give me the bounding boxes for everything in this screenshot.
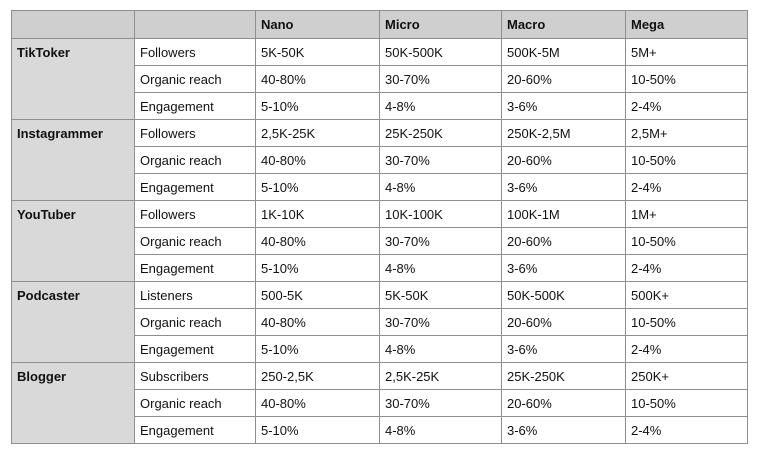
metric-cell: Organic reach	[135, 390, 256, 417]
table-row	[12, 282, 748, 309]
value-cell: 20-60%	[502, 309, 626, 336]
value-cell: 5-10%	[256, 93, 380, 120]
value-cell: 3-6%	[502, 93, 626, 120]
value-cell: 4-8%	[380, 93, 502, 120]
value-cell: 2-4%	[626, 255, 748, 282]
value-cell: 10-50%	[626, 66, 748, 93]
value-cell: 3-6%	[502, 336, 626, 363]
metric-cell: Listeners	[135, 282, 256, 309]
value-cell: 5-10%	[256, 174, 380, 201]
metric-cell: Subscribers	[135, 363, 256, 390]
value-cell: 250K-2,5M	[502, 120, 626, 147]
table-body	[12, 39, 748, 444]
value-cell: 250K+	[626, 363, 748, 390]
value-cell: 3-6%	[502, 255, 626, 282]
table-row	[12, 363, 748, 390]
value-cell: 5M+	[626, 39, 748, 66]
value-cell: 10K-100K	[380, 201, 502, 228]
metric-cell: Engagement	[135, 93, 256, 120]
value-cell: 25K-250K	[502, 363, 626, 390]
value-cell: 500K+	[626, 282, 748, 309]
value-cell: 50K-500K	[502, 282, 626, 309]
value-cell: 20-60%	[502, 66, 626, 93]
platform-cell: TikToker	[12, 39, 135, 120]
value-cell: 4-8%	[380, 417, 502, 444]
value-cell: 10-50%	[626, 147, 748, 174]
value-cell: 2-4%	[626, 417, 748, 444]
value-cell: 5K-50K	[256, 39, 380, 66]
value-cell: 1K-10K	[256, 201, 380, 228]
value-cell: 250-2,5K	[256, 363, 380, 390]
value-cell: 30-70%	[380, 66, 502, 93]
value-cell: 4-8%	[380, 255, 502, 282]
value-cell: 25K-250K	[380, 120, 502, 147]
header-row	[12, 11, 748, 39]
platform-cell: YouTuber	[12, 201, 135, 282]
value-cell: 40-80%	[256, 390, 380, 417]
platform-cell: Instagrammer	[12, 120, 135, 201]
value-cell: 100K-1M	[502, 201, 626, 228]
value-cell: 2-4%	[626, 93, 748, 120]
value-cell: 4-8%	[380, 336, 502, 363]
metric-cell: Engagement	[135, 417, 256, 444]
header-cell-macro: Macro	[502, 11, 626, 39]
value-cell: 40-80%	[256, 66, 380, 93]
header-cell-mega: Mega	[626, 11, 748, 39]
value-cell: 5-10%	[256, 255, 380, 282]
metric-cell: Organic reach	[135, 147, 256, 174]
value-cell: 10-50%	[626, 309, 748, 336]
value-cell: 2-4%	[626, 336, 748, 363]
value-cell: 4-8%	[380, 174, 502, 201]
value-cell: 2-4%	[626, 174, 748, 201]
metric-cell: Followers	[135, 201, 256, 228]
value-cell: 30-70%	[380, 309, 502, 336]
influencer-tiers-table-container	[11, 10, 748, 444]
metric-cell: Engagement	[135, 336, 256, 363]
value-cell: 20-60%	[502, 147, 626, 174]
header-cell-platform	[12, 11, 135, 39]
metric-cell: Organic reach	[135, 309, 256, 336]
value-cell: 40-80%	[256, 309, 380, 336]
metric-cell: Organic reach	[135, 228, 256, 255]
value-cell: 5-10%	[256, 336, 380, 363]
value-cell: 40-80%	[256, 147, 380, 174]
value-cell: 1M+	[626, 201, 748, 228]
value-cell: 50K-500K	[380, 39, 502, 66]
value-cell: 20-60%	[502, 390, 626, 417]
value-cell: 5K-50K	[380, 282, 502, 309]
header-cell-micro: Micro	[380, 11, 502, 39]
value-cell: 30-70%	[380, 147, 502, 174]
value-cell: 20-60%	[502, 228, 626, 255]
value-cell: 2,5K-25K	[256, 120, 380, 147]
header-cell-metric	[135, 11, 256, 39]
table-row	[12, 120, 748, 147]
value-cell: 10-50%	[626, 390, 748, 417]
value-cell: 10-50%	[626, 228, 748, 255]
platform-cell: Podcaster	[12, 282, 135, 363]
value-cell: 5-10%	[256, 417, 380, 444]
value-cell: 30-70%	[380, 228, 502, 255]
metric-cell: Engagement	[135, 255, 256, 282]
metric-cell: Engagement	[135, 174, 256, 201]
value-cell: 500K-5M	[502, 39, 626, 66]
platform-cell: Blogger	[12, 363, 135, 444]
metric-cell: Followers	[135, 120, 256, 147]
table-row	[12, 39, 748, 66]
value-cell: 500-5K	[256, 282, 380, 309]
value-cell: 30-70%	[380, 390, 502, 417]
table-row	[12, 201, 748, 228]
header-cell-nano: Nano	[256, 11, 380, 39]
value-cell: 2,5M+	[626, 120, 748, 147]
value-cell: 40-80%	[256, 228, 380, 255]
value-cell: 3-6%	[502, 174, 626, 201]
metric-cell: Organic reach	[135, 66, 256, 93]
value-cell: 2,5K-25K	[380, 363, 502, 390]
metric-cell: Followers	[135, 39, 256, 66]
influencer-tiers-table	[11, 10, 748, 444]
value-cell: 3-6%	[502, 417, 626, 444]
